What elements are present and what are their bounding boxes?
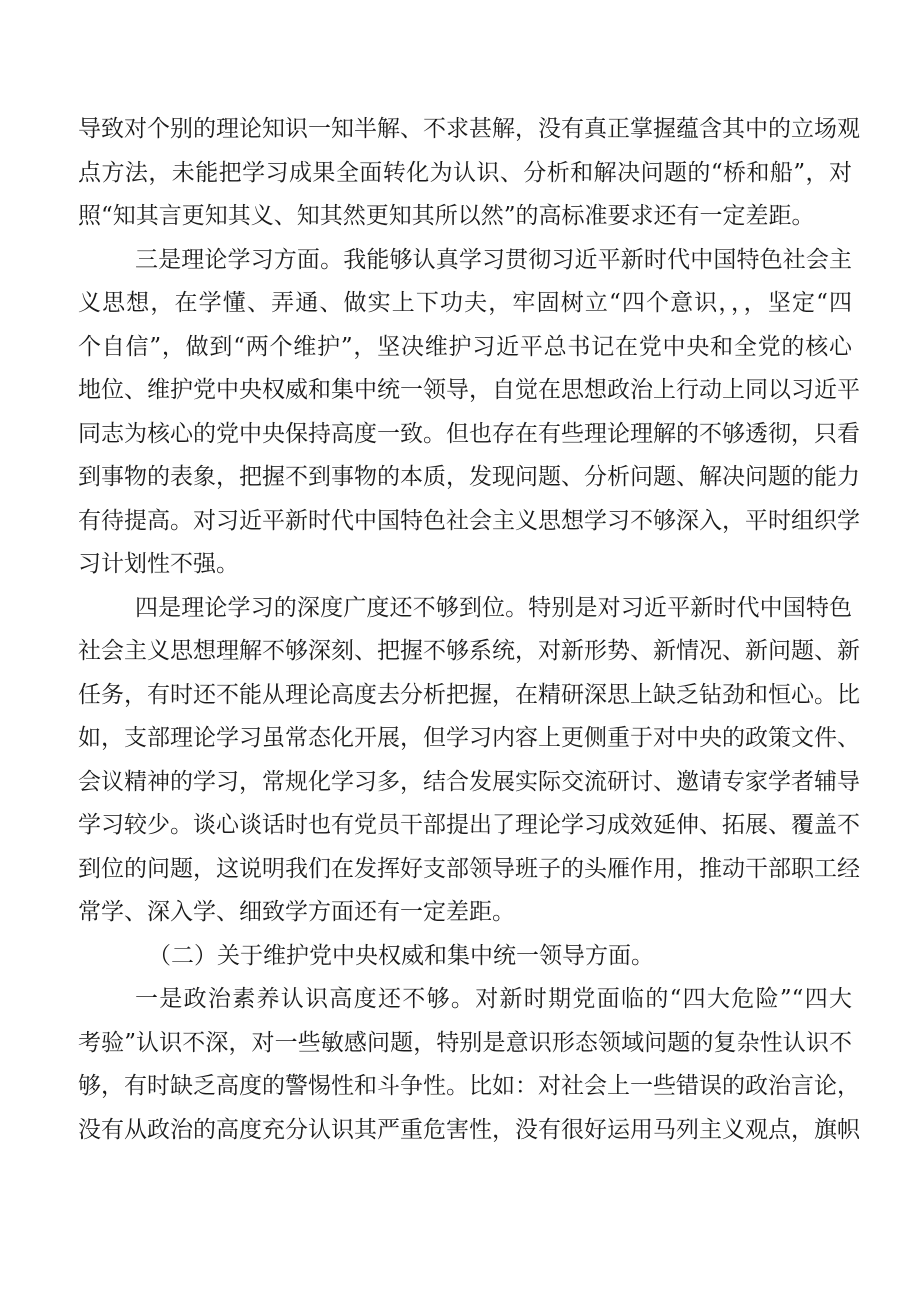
text-line: 常学、深入学、细致学方面还有一定差距。: [78, 899, 515, 925]
text-line: 考验”认识不深，对一些敏感问题，特别是意识形态领域问题的复杂性认识不: [78, 1029, 852, 1056]
text-line: 社会主义思想理解不够深刻、把握不够系统，对新形势、新情况、新问题、新: [78, 638, 860, 664]
text-line: 点方法，未能把学习成果全面转化为认识、分析和解决问题的“桥和船”，对: [78, 159, 852, 186]
text-line: 一是政治素养认识高度还不够。对新时期党面临的“四大危险”“四大: [135, 986, 852, 1012]
text-line: 任务，有时还不能从理论高度去分析把握，在精研深思上缺乏钻劲和恒心。比: [78, 681, 860, 708]
text-line: 义思想，在学懂、弄通、做实上下功夫，牢固树立“四个意识，，，坚定“四: [78, 290, 852, 316]
text-line: 到位的问题，这说明我们在发挥好支部领导班子的头雁作用，推动干部职工经: [78, 855, 860, 882]
text-line: 到事物的表象，把握不到事物的本质，发现问题、分析问题、解决问题的能力: [78, 464, 860, 490]
text-line: 没有从政治的高度充分认识其严重危害性，没有很好运用马列主义观点，旗帜: [78, 1116, 860, 1143]
text-line: 四是理论学习的深度广度还不够到位。特别是对习近平新时代中国特色: [135, 594, 852, 621]
text-line: 习计划性不强。: [78, 551, 239, 577]
text-line: 个自信”，做到“两个维护”，坚决维护习近平总书记在党中央和全党的核心: [78, 333, 852, 360]
text-line: （二）关于维护党中央权威和集中统一领导方面。: [148, 942, 654, 969]
text-line: 地位、维护党中央权威和集中统一领导，自觉在思想政治上行动上同以习近平: [78, 377, 860, 403]
text-line: 三是理论学习方面。我能够认真学习贯彻习近平新时代中国特色社会主: [135, 246, 852, 273]
text-line: 照“知其言更知其义、知其然更知其所以然”的高标准要求还有一定差距。: [78, 203, 815, 229]
text-line: 导致对个别的理论知识一知半解、不求甚解，没有真正掌握蕴含其中的立场观: [78, 116, 860, 142]
text-line: 有待提高。对习近平新时代中国特色社会主义思想学习不够深入，平时组织学: [78, 507, 860, 534]
document-body: [78, 108, 860, 1152]
text-line: 同志为核心的党中央保持高度一致。但也存在有些理论理解的不够透彻，只看: [78, 420, 860, 447]
text-line: 会议精神的学习，常规化学习多，结合发展实际交流研讨、邀请专家学者辅导: [78, 768, 860, 795]
text-line: 学习较少。谈心谈话时也有党员干部提出了理论学习成效延伸、拓展、覆盖不: [78, 812, 860, 838]
text-line: 如，支部理论学习虽常态化开展，但学习内容上更侧重于对中央的政策文件、: [78, 725, 860, 751]
text-line: 够，有时缺乏高度的警惕性和斗争性。比如：对社会上一些错误的政治言论，: [78, 1073, 860, 1099]
